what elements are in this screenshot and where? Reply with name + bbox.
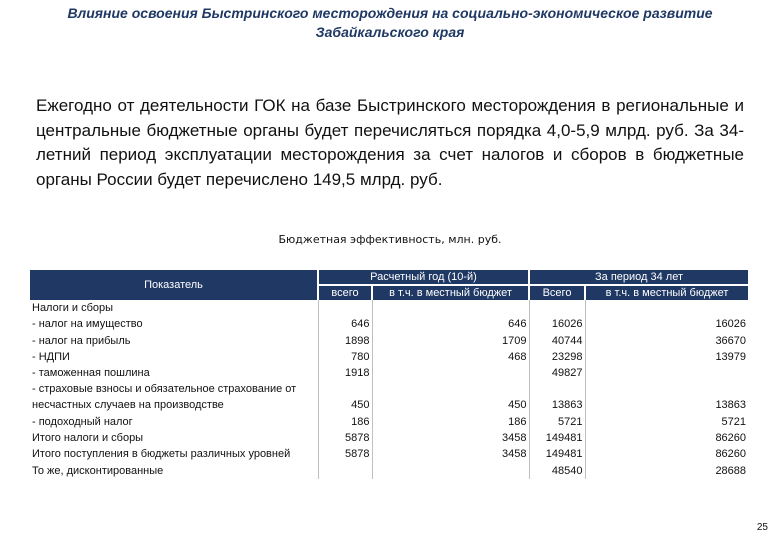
- slide-title-line-1: Влияние освоения Быстринского месторождения на социально-экономическое развитие: [67, 5, 713, 21]
- table-row: [30, 413, 748, 429]
- table-row: [30, 365, 748, 381]
- cell-g1-total: 1898: [318, 333, 372, 349]
- cell-g2-local: 16026: [585, 316, 748, 332]
- cell-g1-total: 646: [318, 316, 372, 332]
- cell-g1-local: 186: [372, 413, 529, 429]
- row-label: - налог на прибыль: [30, 333, 318, 349]
- cell-g1-local: [372, 300, 529, 316]
- table-caption: Бюджетная эффективность, млн. руб.: [278, 233, 502, 246]
- cell-g1-local: 450: [372, 381, 529, 413]
- cell-g2-total: 23298: [529, 349, 585, 365]
- cell-g2-local: 13979: [585, 349, 748, 365]
- cell-g2-total: 5721: [529, 413, 585, 429]
- table-row: [30, 300, 748, 316]
- cell-g2-total: 149481: [529, 430, 585, 446]
- cell-g1-total: [318, 462, 372, 478]
- table-row: [30, 316, 748, 332]
- cell-g1-total: 5878: [318, 430, 372, 446]
- header-indicator: Показатель: [30, 270, 318, 300]
- cell-g1-total: 5878: [318, 446, 372, 462]
- cell-g2-local: 28688: [585, 462, 748, 478]
- row-label: - подоходный налог: [30, 413, 318, 429]
- row-label: Налоги и сборы: [30, 300, 318, 316]
- cell-g2-total: 149481: [529, 446, 585, 462]
- row-label: Итого налоги и сборы: [30, 430, 318, 446]
- cell-g1-local: 3458: [372, 446, 529, 462]
- cell-g2-total: 40744: [529, 333, 585, 349]
- cell-g1-total: 450: [318, 381, 372, 413]
- slide-title-line-2: Забайкальского края: [315, 24, 465, 40]
- table-row: [30, 333, 748, 349]
- header-g2-local: в т.ч. в местный бюджет: [585, 285, 748, 300]
- cell-g1-local: 1709: [372, 333, 529, 349]
- cell-g1-total: 186: [318, 413, 372, 429]
- cell-g1-total: [318, 300, 372, 316]
- row-label: - страховые взносы и обязательное страхование от несчастных случаев на производстве: [30, 381, 318, 413]
- header-g1-total: всего: [318, 285, 372, 300]
- cell-g2-local: 5721: [585, 413, 748, 429]
- cell-g2-local: 86260: [585, 446, 748, 462]
- header-group-design-year: Расчетный год (10-й): [318, 270, 529, 285]
- row-label: - НДПИ: [30, 349, 318, 365]
- slide-title: [0, 4, 780, 42]
- cell-g2-local: [585, 300, 748, 316]
- table-row: [30, 349, 748, 365]
- cell-g2-local: 86260: [585, 430, 748, 446]
- cell-g2-total: [529, 300, 585, 316]
- cell-g1-local: [372, 462, 529, 478]
- cell-g2-total: 49827: [529, 365, 585, 381]
- row-label: Итого поступления в бюджеты различных уровней: [30, 446, 318, 462]
- table-row: [30, 381, 748, 413]
- cell-g2-local: 13863: [585, 381, 748, 413]
- table-row: [30, 446, 748, 462]
- table-row: [30, 462, 748, 478]
- header-group-34-years: За период 34 лет: [529, 270, 748, 285]
- cell-g1-total: 780: [318, 349, 372, 365]
- budget-table: [30, 270, 748, 479]
- row-label: - налог на имущество: [30, 316, 318, 332]
- header-g2-total: Всего: [529, 285, 585, 300]
- header-g1-local: в т.ч. в местный бюджет: [372, 285, 529, 300]
- cell-g2-total: 48540: [529, 462, 585, 478]
- row-label: То же, дисконтированные: [30, 462, 318, 478]
- cell-g1-local: 646: [372, 316, 529, 332]
- cell-g1-local: [372, 365, 529, 381]
- body-paragraph: Ежегодно от деятельности ГОК на базе Быстринского месторождения в региональные и центральные бюджетные органы будет перечисляться порядка 4,0-5,9 млрд. руб. За 34-летний период эксплуатации месторождения за счет налогов и сборов в бюджетные органы России будет перечислено 149,5 млрд. руб.: [36, 96, 744, 189]
- row-label: - таможенная пошлина: [30, 365, 318, 381]
- page-number: 25: [756, 522, 768, 533]
- cell-g1-local: 468: [372, 349, 529, 365]
- cell-g1-total: 1918: [318, 365, 372, 381]
- table-row: [30, 430, 748, 446]
- cell-g2-local: [585, 365, 748, 381]
- cell-g2-total: 16026: [529, 316, 585, 332]
- cell-g2-total: 13863: [529, 381, 585, 413]
- cell-g2-local: 36670: [585, 333, 748, 349]
- cell-g1-local: 3458: [372, 430, 529, 446]
